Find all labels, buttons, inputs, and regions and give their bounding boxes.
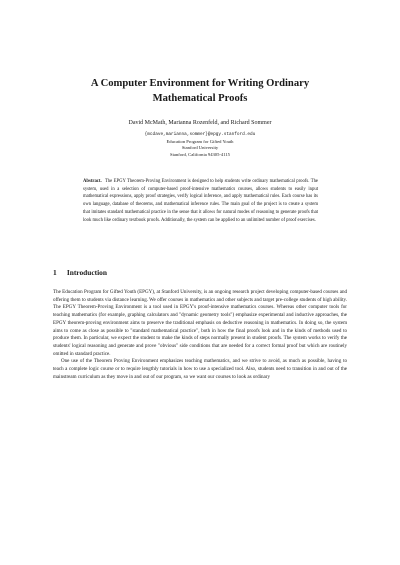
- affiliation-line-1: Education Program for Gifted Youth: [166, 138, 234, 144]
- author-contact-block: [40, 132, 360, 158]
- abstract: [83, 178, 318, 224]
- body-paragraph-2: One use of the Theorem Proving Environment emphasizes teaching mathematics, and we strive to avoid, as much as possible, having to teach a complete logic course or to require lengthly tutorials in how to use a specialized tool. Also, students need to transition in and out of the mainstream curriculum as they move in and out of our program, so we want our courses to look as ordinary: [53, 358, 347, 380]
- section-number: 1: [53, 268, 57, 277]
- author-email: {mcdave,marianna,sommer}@epgy.stanford.edu: [144, 132, 256, 137]
- affiliation-line-2: Stanford University: [181, 145, 219, 151]
- paper-title-line-2: Mathematical Proofs: [152, 93, 248, 104]
- section-heading: [53, 268, 347, 278]
- paper-title: [60, 76, 340, 106]
- author-list: David McMath, Marianna Rozenfeld, and Richard Sommer: [128, 120, 272, 126]
- body-paragraph-1: The Education Program for Gifted Youth (EPGY), at Stanford University, is an ongoing research project developing computer-based courses and offering them to students via distance learning. We offer courses in mathematics and other subjects and target pre-college students of high ability. The EPGY Theorem-Proving Environment is a tool used in EPGY's proof-intensive mathematics courses. Whereas other computer tools for teaching mathematics (for example, graphing calculators and "dynamic geometry tools") emphasize experimental and inductive approaches, the EPGY theorem-proving environment aims to preserve the traditional emphasis on deductive reasoning in mathematics. In doing so, the system aims to come as close as possible to "standard mathematical practice", both in how the final proofs look and in the kinds of methods used to produce them. In particular, we expect the student to make the kinds of steps normally present in student proofs. The system works to verify the students' logical reasoning and generate and prove "obvious" side conditions that are needed for a correct formal proof but which are routinely omitted in standard practice.: [53, 289, 347, 357]
- affiliation-address: Stanford, California 94305-4115: [170, 151, 230, 157]
- abstract-label: Abstract.: [83, 179, 102, 184]
- section-body: [53, 289, 347, 382]
- abstract-text: The EPGY Theorem-Proving Environment is designed to help students write ordinary mathematical proofs. The system, used in a selection of computer-based proof-intensive mathematics courses, allows students to easily input mathematical expressions, apply proof strategies, verify logical inference, and apply mathematical rules. Each course has its own language, database of theorems, and mathematical inference rules. The main goal of the project is to create a system that imitates standard mathematical practice in the sense that it allows for natural modes of reasoning to generate proofs that look much like ordinary textbook proofs. Additionally, the system can be applied to an unlimited number of proof exercises.: [83, 179, 318, 223]
- section-title: Introduction: [66, 268, 107, 277]
- paper-title-line-1: A Computer Environment for Writing Ordinary: [90, 78, 310, 89]
